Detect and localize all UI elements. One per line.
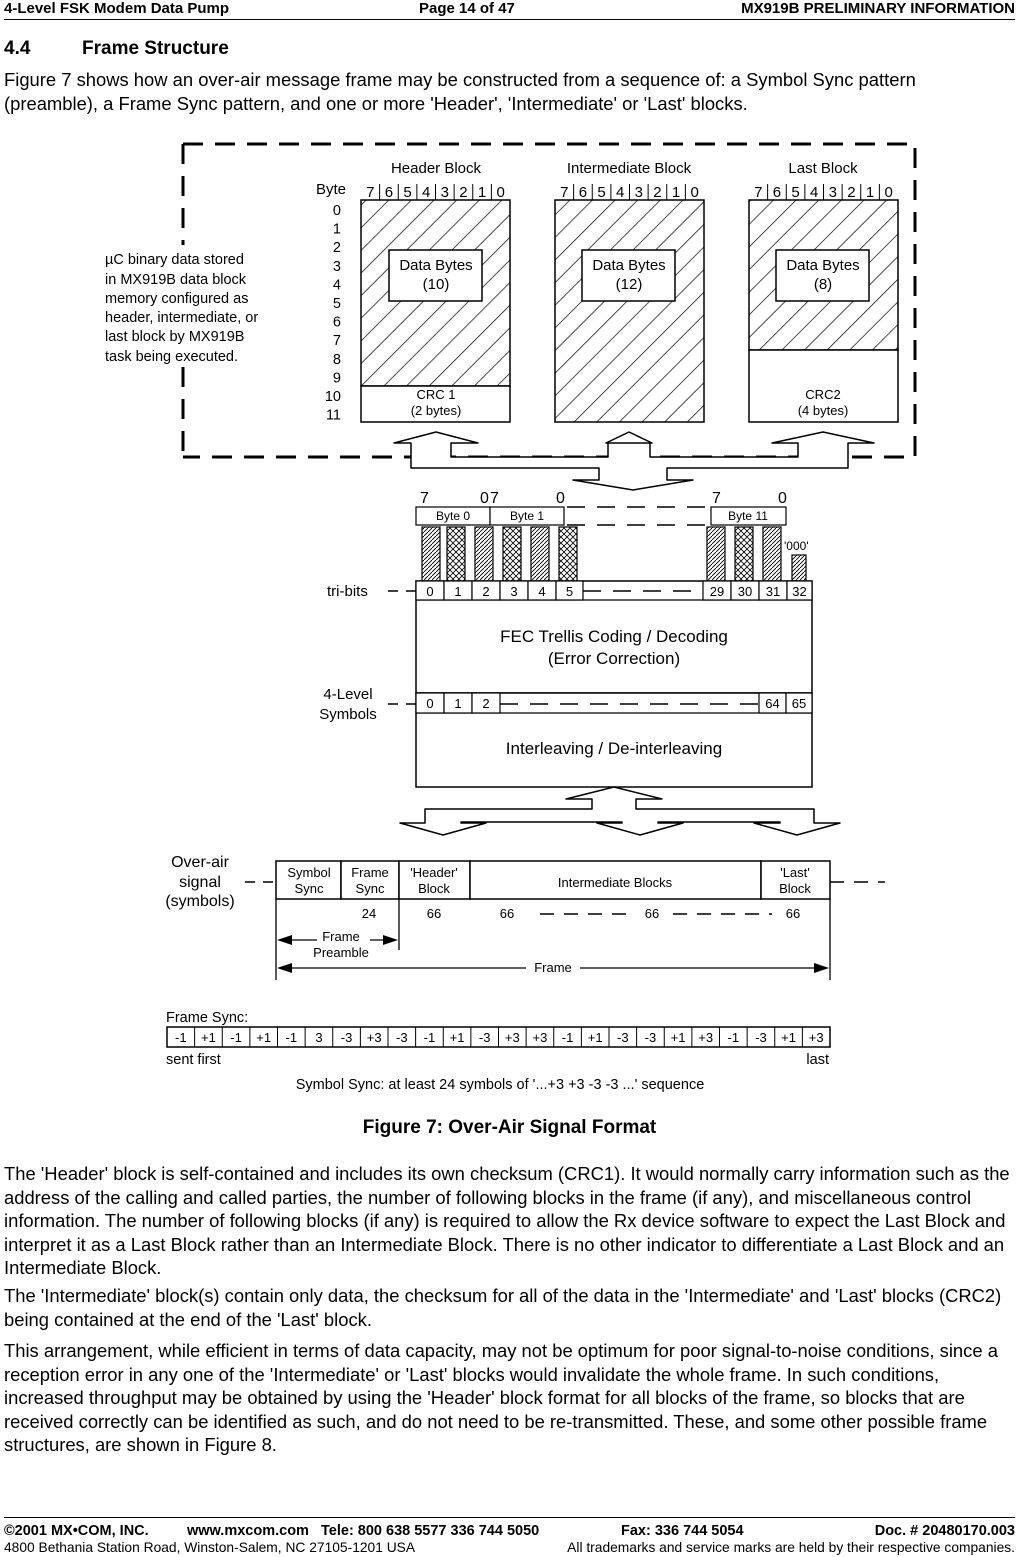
tribit-number: 4 [538,584,546,599]
header-right: MX919B PRELIMINARY INFORMATION [741,0,1015,17]
byte1-msb: 7 [490,490,499,507]
tribit-column [559,527,577,581]
byte0-box: Byte 0 [435,509,471,523]
bit-number: 0 [496,184,505,201]
byte11-msb: 7 [712,490,721,507]
byte-row-number: 2 [332,240,341,257]
segment-symbol-count: 24 [361,906,377,921]
tribit-column [707,527,725,581]
bit-number: 0 [884,184,893,201]
header-data-count: (10) [422,276,450,293]
symbol-number: 1 [454,696,462,711]
header-segment: 'Header' [410,865,458,880]
frame-sync-symbol: 3 [315,1030,323,1045]
frame-sync-segment: Sync [355,881,385,896]
frame-sync-symbol: -1 [423,1030,436,1045]
bit-number: 1 [865,184,875,201]
symbol-number: 2 [482,696,490,711]
bit-number: 7 [754,184,763,201]
frame-sync-symbol: -1 [727,1030,740,1045]
crc2-label: CRC2 [805,387,841,402]
bit-number: 2 [653,184,662,201]
last-data-label: Data Bytes [786,257,860,274]
symbol-sync-segment: Sync [294,881,324,896]
bit-number: 1 [671,184,681,201]
frame-sync-label: Frame Sync: [166,1010,249,1026]
sent-first-label: sent first [166,1052,221,1068]
bit-number: 1 [477,184,487,201]
footer-website[interactable]: www.mxcom.com [187,1523,309,1539]
intermediate-block-title: Intermediate Block [566,160,692,177]
memory-note-line: µC binary data stored [105,252,244,268]
bit-number: 5 [791,184,800,201]
header-segment: Block [418,881,450,896]
bit-number: 6 [384,184,394,201]
intermediate-data-label: Data Bytes [592,257,666,274]
section-number: 4.4 [4,38,31,59]
body-paragraph: The 'Intermediate' block(s) contain only data, the checksum for all of the data in the 'Intermediate' and 'Last' blocks (CRC2) being contained at the end of the 'Last' block. [4,1285,1002,1330]
frame-sync-symbol: -1 [561,1030,574,1045]
frame-preamble-label: Frame [322,929,360,944]
segment-symbol-count: 66 [499,906,515,921]
frame-sync-symbol: +1 [201,1030,216,1045]
byte-row-number: 3 [332,258,341,275]
header-block-title: Header Block [390,160,482,177]
byte-bit-numbers [420,490,787,507]
footer-trademarks: All trademarks and service marks are held by their respective companies. [567,1540,1015,1555]
frame-sync-symbol: +3 [532,1030,548,1045]
tribit-number: 2 [482,584,490,599]
symbol-bus-arrow [400,787,840,835]
tribit-number: 3 [510,584,518,599]
byte-row-number: 1 [332,221,341,238]
byte-row-number: 11 [325,407,341,424]
interleave-title: Interleaving / De-interleaving [505,739,723,758]
figure-caption: Figure 7: Over-Air Signal Format [362,1117,657,1138]
byte11-lsb: 0 [778,490,787,507]
frame-sync-symbol: -3 [340,1030,353,1045]
frame-sync-symbol: -3 [396,1030,408,1045]
frame-sync-symbol: -3 [478,1030,491,1045]
byte-row-number: 10 [324,389,341,405]
byte-row-number: 4 [332,277,341,294]
footer-address: 4800 Bethania Station Road, Winston-Salem, NC 27105-1201 USA [4,1540,416,1555]
frame-sync-symbol: +1 [449,1030,465,1045]
fec-subtitle: (Error Correction) [547,649,681,668]
frame-label: Frame [534,960,572,975]
bit-number: 6 [772,184,782,201]
bit-number: 4 [422,184,431,201]
frame-sync-symbol: -1 [230,1030,242,1045]
byte-axis-label: Byte [316,181,347,198]
segment-symbol-count: 66 [644,906,660,921]
symbol-number: 64 [765,696,780,711]
tribit-column [475,527,493,581]
intro-paragraph: Figure 7 shows how an over-air message frame may be constructed from a sequence of: a Symbol Sync pattern (preamble), a Frame Sync pattern, and one or more 'Header', 'Intermediate' or 'Last' blocks. [4,69,916,114]
frame-sync-symbol: -3 [644,1030,657,1045]
frame-preamble-label: Preamble [313,945,369,960]
tribits-label: tri-bits [327,583,368,600]
byte-row-numbers [325,203,341,424]
frame-sync-symbol: -1 [285,1030,298,1045]
bit-number: 5 [597,184,606,201]
bit-number: 2 [459,184,468,201]
body-paragraph: The 'Header' block is self-contained and includes its own checksum (CRC1). It would normally carry information such as the address of the calling and called parties, the number of following blocks in the frame (if any), and miscellaneous control information. The number of following blocks (if any) is required to allow the Rx device software to expect the Last Block and interpret it as a Last Block rather than an Intermediate Block. There is no other indicator to differentiate a Last Block and an Intermediate Block. [4,1163,1010,1279]
tribit-column [447,527,465,581]
frame-sync-symbol: +1 [670,1030,686,1045]
byte-row-number: 7 [332,333,341,350]
overair-label-line2: signal [179,874,221,891]
bit-number: 7 [366,184,375,201]
last-segment: Block [779,881,811,896]
symbol-number: 0 [426,696,434,711]
memory-note-line: header, intermediate, or [105,310,259,326]
frame-sync-symbol: +1 [256,1030,272,1045]
memory-note-line: in MX919B data block [105,272,247,288]
bit-number: 2 [847,184,856,201]
tribit-columns [422,527,806,581]
memory-note-line: memory configured as [105,291,249,307]
byte0-msb: 7 [420,490,429,507]
frame-sync-symbol: +1 [781,1030,796,1045]
intermediate-data-count: (12) [615,276,643,293]
memory-note-line: last block by MX919B [105,329,245,345]
tribit-column [735,527,753,581]
bit-number: 3 [634,184,643,201]
block-bus-arrow [394,432,874,490]
tribit-number: 31 [765,584,781,599]
byte0-lsb: 0 [480,490,489,507]
bit-number: 6 [578,184,588,201]
byte1-box: Byte 1 [509,509,545,523]
last-block-title: Last Block [788,160,858,177]
crc1-label: CRC 1 [416,387,456,402]
header-page-number: Page 14 of 47 [419,0,515,17]
overair-label-line1: Over-air [171,854,229,871]
footer-doc-number: Doc. # 20480170.003 [874,1523,1015,1539]
tribit-number: 30 [737,584,753,599]
byte1-lsb: 0 [556,490,565,507]
last-label: last [806,1052,829,1068]
frame-sync-symbol: +1 [587,1030,603,1045]
bit-number: 5 [403,184,412,201]
tribit-number: 32 [792,584,807,599]
byte-row-number: 5 [332,296,341,312]
body-paragraph: This arrangement, while efficient in terms of data capacity, may not be optimum for poor signal-to-noise conditions, since a reception error in any one of the 'Intermediate' or 'Last' blocks would invalidate the whole frame. In such conditions, increased throughput may be obtained by using the 'Header' block format for all blocks of the frame, so blocks that are received correctly can be identified as such, and do not need to be re-transmitted. These, and some other possible frame structures, are shown in Figure 8. [4,1340,998,1456]
crc2-size: (4 bytes) [797,403,849,418]
segment-symbol-count: 66 [785,906,801,921]
byte-row-number: 6 [332,314,341,331]
symbols-label-line2: Symbols [319,706,377,723]
tribit-column [503,527,521,581]
footer-company: ©2001 MX•COM, INC. [4,1523,149,1539]
tribit-column [763,527,781,581]
frame-sync-symbol: +3 [698,1030,714,1045]
tribit-column [422,527,440,581]
pad-column [792,555,806,581]
symbols-label-line1: 4-Level [323,686,373,703]
footer-fax: Fax: 336 744 5054 [621,1523,744,1539]
bit-number: 4 [616,184,625,201]
frame-sync-symbol: -3 [617,1030,629,1045]
tribit-number: 5 [565,584,574,599]
intermediate-segment: Intermediate Blocks [557,875,673,890]
footer-rule [4,1517,1015,1518]
overair-label-line3: (symbols) [165,893,235,910]
frame-sync-symbol: +3 [504,1030,520,1045]
tribit-number: 29 [709,584,725,599]
bit-number: 3 [828,184,837,201]
section-title: Frame Structure [82,38,229,59]
memory-note-line: task being executed. [105,349,239,365]
symbol-sync-note: Symbol Sync: at least 24 symbols of '...+3 +3 -3 -3 ...' sequence [295,1077,705,1093]
crc1-size: (2 bytes) [410,403,462,418]
frame-sync-symbol: -1 [175,1030,187,1045]
header-left: 4-Level FSK Modem Data Pump [4,0,230,17]
footer-telephone: Tele: 800 638 5577 336 744 5050 [321,1523,540,1539]
last-data-count: (8) [813,276,833,293]
bit-number: 7 [560,184,569,201]
fec-title: FEC Trellis Coding / Decoding [500,627,728,646]
bit-number: 0 [690,184,699,201]
header-data-label: Data Bytes [399,257,473,274]
frame-sync-symbol: +3 [808,1030,824,1045]
bit-number-headers [366,184,893,201]
last-segment: 'Last' [780,865,810,880]
symbol-sync-segment: Symbol [287,865,331,880]
byte-continuation-dashes [567,507,709,525]
byte11-box: Byte 11 [728,509,768,523]
segment-symbol-count: 66 [426,906,442,921]
tribit-column [531,527,549,581]
bit-number: 4 [810,184,819,201]
symbol-number: 65 [791,696,807,711]
pad-bits: '000' [784,539,809,553]
frame-sync-symbol: -3 [755,1030,767,1045]
tribit-number: 0 [426,584,434,599]
byte-row-number: 0 [332,203,341,219]
frame-sync-symbol: +3 [366,1030,382,1045]
bit-number: 3 [440,184,449,201]
frame-sync-segment: Frame [351,865,389,880]
byte-row-number: 8 [332,351,341,368]
byte-row-number: 9 [332,370,341,387]
tribit-number: 1 [454,584,462,599]
